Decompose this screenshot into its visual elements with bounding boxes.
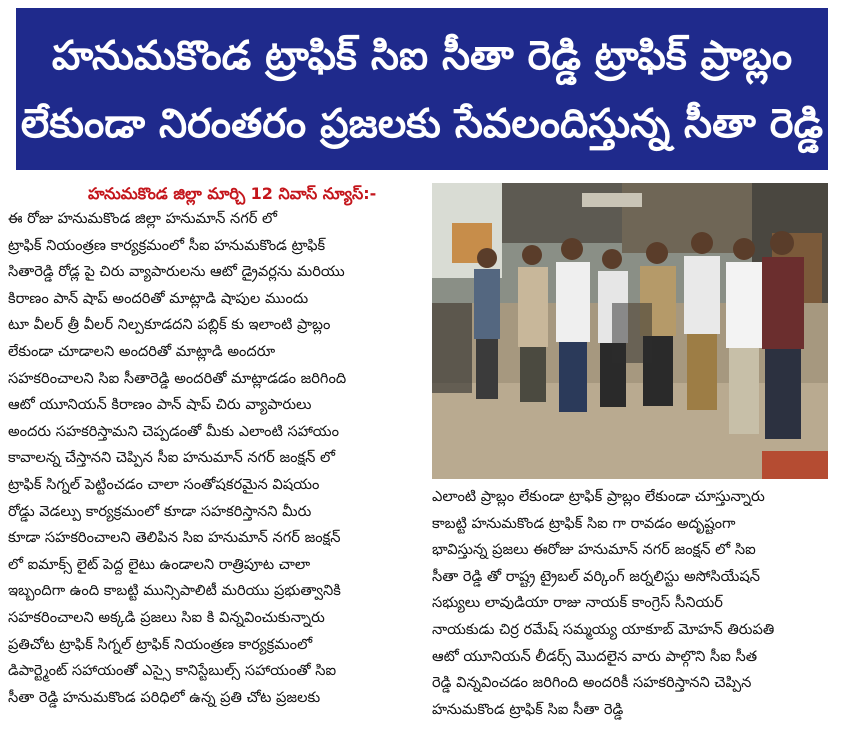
article-line: సితారెడ్డి రోడ్ల పై చిరు వ్యాపారులను ఆటో డ్రైవర్లను మరియు (8, 263, 345, 281)
article-line: నాయకుడు చిర్ర రమేష్ సమ్మయ్య యాకూబ్ మోహన్ తిరుపతి (432, 620, 775, 638)
headline-banner (16, 8, 828, 170)
dateline: హనుమకొండ జిల్లా మార్చి 12 నివాస్ న్యూస్:- (88, 184, 377, 203)
article-line: ఈ రోజు హనుమకొండ జిల్లా హనుమాన్ నగర్ లో (8, 210, 278, 227)
article-line: లో ఐమాక్స్ లైట్ పెద్ద లైటు ఉండాలని రాత్రిపూట చాలా (8, 555, 311, 573)
article-line: కాబట్టి హనుమకొండ ట్రాఫిక్ సిఐ గా రావడం అదృష్టంగా (432, 514, 736, 532)
article-line: హనుమకొండ ట్రాఫిక్ సిఐ సీతా రెడ్డి (432, 700, 624, 718)
article-line: ట్రాఫిక్ నియంత్రణ కార్యక్రమంలో సీఐ హనుమకొండ ట్రాఫిక్ (8, 236, 326, 254)
article-line: కిరాణం పాన్ షాప్ అందరితో మాట్లాడి షాపుల ముందు (8, 289, 309, 307)
article-line: సీతా రెడ్డి తో రాష్ట్ర ట్రైబల్ వర్కింగ్ జర్నలిస్టు అసోసియేషన్ (432, 567, 760, 585)
news-photo (432, 183, 828, 479)
article-line: సీతా రెడ్డి హనుమకొండ పరిధిలో ఉన్న ప్రతి చోట ప్రజలకు (8, 688, 321, 706)
article-line: సహకరించాలని అక్కడి ప్రజలు సిఐ కి విన్నవించుకున్నారు (8, 608, 325, 626)
article-line: కావాలన్న చేస్తానని చెప్పిన సీఐ హనుమాన్ నగర్ జంక్షన్ లో (8, 449, 336, 467)
article-line: అందరు సహకరిస్తామని చెప్పడంతో మీకు ఎలాంటి సహాయం (8, 422, 339, 440)
article-line: డిపార్ట్మెంట్ సహాయంతో ఎస్సై కానిస్టేబుల్స్ సహాయంతో సిఐ (8, 662, 337, 680)
headline-line-1: హనుమకొండ ట్రాఫిక్ సిఐ సీతా రెడ్డి ట్రాఫిక్ ప్రాబ్లం (51, 33, 793, 79)
article-line: భావిస్తున్న ప్రజలు ఈరోజు హనుమాన్ నగర్ జంక్షన్ లో సిఐ (432, 541, 756, 559)
article-line: ఆటో యూనియన్ లీడర్స్ మొదలైన వారు పాల్గొని సీఐ సీత (432, 647, 758, 665)
article-line: సహకరించాలని సిఐ సీతారెడ్డి అందరితో మాట్లాడడం జరిగింది (8, 369, 347, 387)
article-right-column (432, 484, 830, 723)
headline-line-2: లేకుండా నిరంతరం ప్రజలకు సేవలందిస్తున్న సీతా రెడ్డి (20, 101, 824, 147)
article-line: లేకుండా చూడాలని అందరితో మాట్లాడి అందరూ (8, 342, 276, 360)
article-line: ట్రాఫిక్ సిగ్నల్ పెట్టించడం చాలా సంతోషకరమైన విషయం (8, 475, 320, 493)
article-line: సభ్యులు లావుడియా రాజు నాయక్ కాంగ్రెస్ సీనియర్ (432, 594, 723, 612)
article-line: రెడ్డి విన్నవించడం జరిగింది అందరికీ సహకరిస్తానని చెప్పిన (432, 674, 752, 692)
article-line: ప్రతిచోట ట్రాఫిక్ సిగ్నల్ ట్రాఫిక్ నియంత్రణ కార్యక్రమంలో (8, 635, 313, 653)
article-left-column (8, 206, 410, 711)
article-line: కూడా సహకరించాలని తెలిపిన సిఐ హనుమాన్ నగర్ జంక్షన్ (8, 529, 341, 547)
news-photo-illustration (432, 183, 828, 479)
article-line: ఇబ్బందిగా ఉంది కాబట్టి మున్సిపాలిటీ మరియు ప్రభుత్వానికి (8, 582, 341, 600)
article-line: రోడ్డు వెడల్పు కార్యక్రమంలో కూడా సహకరిస్తానని మీరు (8, 502, 312, 520)
article-line: ఆటో యూనియన్ కిరాణం పాన్ షాప్ చిరు వ్యాపారులు (8, 396, 312, 414)
article-line: టూ వీలర్ త్రీ వీలర్ నిల్పకూడదని పబ్లిక్ కు ఇలాంటి ప్రాబ్లం (8, 316, 331, 334)
article-line: ఎలాంటి ప్రాబ్లం లేకుండా ట్రాఫిక్ ప్రాబ్లం లేకుండా చూస్తున్నారు (432, 488, 765, 505)
